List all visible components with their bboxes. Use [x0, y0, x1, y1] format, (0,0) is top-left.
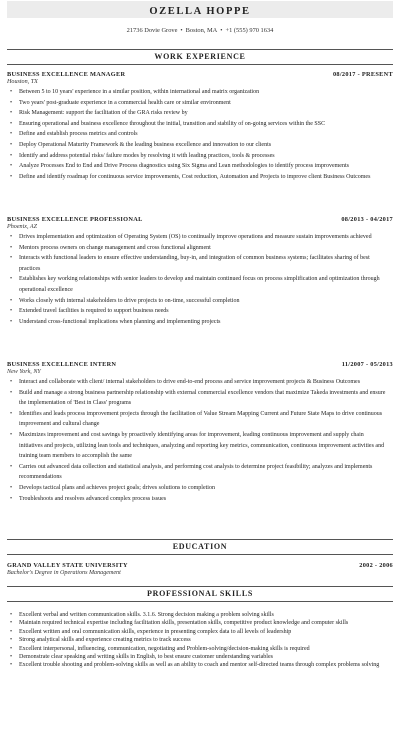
list-item: • Interact and collaborate with client/ internal stakeholders to drive end-to-end process and service improvement projects & Business Outcomes — [19, 377, 393, 388]
list-item: • Drives implementation and optimization of Operating System (OS) to continually improve operations and measure sustain improvements achieved — [19, 232, 393, 243]
list-item: • Interacts with functional leaders to ensure effective understanding, buy-in, and integration of common business systems; facilitates sharing of best practices — [19, 253, 393, 274]
city: Boston, MA — [185, 27, 218, 34]
section-title-experience: WORK EXPERIENCE — [154, 52, 246, 61]
list-item: • Two years' post-graduate experience in a commercial health care or similar environment — [19, 98, 393, 109]
address: 21736 Dovie Grove — [126, 27, 178, 34]
job-dates: 08/2017 - PRESENT — [332, 71, 393, 78]
job-title: BUSINESS EXCELLENCE MANAGER — [7, 71, 126, 78]
list-item: • Analyze Processes End to End and Drive Process diagnostics using Six Sigma and Lean methodologies to identify process improvements — [19, 161, 393, 172]
list-item: • Ensuring operational and business excellence throughout the initial, transition and stability of on-going services within the SSC — [19, 119, 393, 130]
list-item: • Establishes key working relationships with senior leaders to develop and maintain continued focus on process simplification and optimization through operational excellence — [19, 274, 393, 295]
job-location: Phoenix, AZ — [7, 224, 38, 230]
name-banner — [7, 1, 393, 18]
skills-bullets — [7, 611, 393, 670]
list-item: • Maximizes improvement and cost savings by proactively identifying areas for improvement, leading continuous improvement and supply chain initiatives and projects, utilizing lean tools and techniques, analyzing and reporting key metrics, communication, continuous improvement activities and training team members to accomplish the same — [19, 430, 393, 462]
job-entry — [7, 216, 393, 327]
job-dates: 11/2007 - 05/2013 — [341, 361, 393, 368]
list-item: • Between 5 to 10 years' experience in a similar position, within international and matrix organization — [19, 87, 393, 98]
divider — [7, 49, 393, 50]
list-item: • Excellent verbal and written communication skills. 3.1.6. Strong decision making a problem solving skills — [19, 611, 393, 619]
job-title: BUSINESS EXCELLENCE INTERN — [7, 361, 117, 368]
list-item: • Define and identify roadmap for continuous service improvements, Cost reduction, Automation and Projects to improve client Business Outcomes — [19, 172, 393, 183]
education-entry — [7, 562, 393, 576]
divider — [7, 539, 393, 540]
education-dates: 2002 - 2006 — [359, 562, 393, 569]
list-item: • Identifies and leads process improvement projects through the facilitation of Value Stream Mapping Current and Future State Maps to drive continuous improvement and cultural change — [19, 409, 393, 430]
list-item: • Mentors process owners on change management and cross functional alignment — [19, 243, 393, 254]
list-item: • Develops tactical plans and achieves project goals; drives solutions to completion — [19, 483, 393, 494]
divider — [7, 64, 393, 65]
job-location: New York, NY — [7, 369, 41, 375]
job-header — [7, 216, 393, 223]
section-title-skills: PROFESSIONAL SKILLS — [147, 589, 253, 598]
candidate-name: OZELLA HOPPE — [149, 6, 251, 17]
divider — [7, 554, 393, 555]
job-bullets — [7, 232, 393, 327]
list-item: • Troubleshoots and resolves advanced complex process issues — [19, 494, 393, 505]
job-entry — [7, 361, 393, 504]
list-item: • Excellent written and oral communication skills, experience in presenting complex data to all levels of leadership — [19, 628, 393, 636]
job-bullets — [7, 87, 393, 182]
education-header — [7, 562, 393, 569]
job-entry — [7, 71, 393, 182]
degree: Bachelor's Degree in Operations Management — [7, 570, 121, 576]
job-dates: 08/2013 - 04/2017 — [341, 216, 393, 223]
divider — [7, 586, 393, 587]
skills-list — [7, 609, 393, 670]
contact-line — [0, 27, 400, 34]
list-item: • Build and manage a strong business partnership relationship with external commercial excellence vendors that maximize Takeda investments and ensure the implementation of 'Best in Class' programs — [19, 388, 393, 409]
job-title: BUSINESS EXCELLENCE PROFESSIONAL — [7, 216, 143, 223]
school-name: GRAND VALLEY STATE UNIVERSITY — [7, 562, 128, 569]
list-item: • Deploy Operational Maturity Framework & the leading business excellence and innovation to our clients — [19, 140, 393, 151]
list-item: • Extended travel facilities is required to support business needs — [19, 306, 393, 317]
list-item: • Demonstrate clear speaking and writing skills in English, to best ensure customer understanding variables — [19, 653, 393, 661]
list-item: • Excellent interpersonal, influencing, communication, negotiating and Problem-solving/decision-making skills is required — [19, 645, 393, 653]
list-item: • Maintain required technical expertise including facilitation skills, presentation skills, competitive product knowledge and computer skills — [19, 619, 393, 627]
section-title-education: EDUCATION — [172, 542, 228, 551]
job-header — [7, 361, 393, 368]
list-item: • Understand cross-functional implications when planning and implementing projects — [19, 317, 393, 328]
job-location: Houston, TX — [7, 79, 38, 85]
contact-separator: • — [180, 27, 183, 34]
list-item: • Strong analytical skills and experience creating metrics to track success — [19, 636, 393, 644]
job-bullets — [7, 377, 393, 504]
list-item: • Risk Management: support the facilitation of the GRA risks review by — [19, 108, 393, 119]
job-header — [7, 71, 393, 78]
phone: +1 (555) 970 1634 — [225, 27, 274, 34]
divider — [7, 601, 393, 602]
contact-separator: • — [220, 27, 223, 34]
list-item: • Excellent trouble shooting and problem-solving skills as well as an ability to coach and mentor self-directed teams through complex problems solving — [19, 661, 393, 669]
list-item: • Identify and address potential risks/ failure modes by resolving it with leading practices, tools & processes — [19, 151, 393, 162]
list-item: • Works closely with internal stakeholders to drive projects to on-time, successful completion — [19, 296, 393, 307]
list-item: • Define and establish process metrics and controls — [19, 129, 393, 140]
list-item: • Carries out advanced data collection and statistical analysis, and performing cost analysis to determine project feasibility; analyzes and implements recommendations — [19, 462, 393, 483]
